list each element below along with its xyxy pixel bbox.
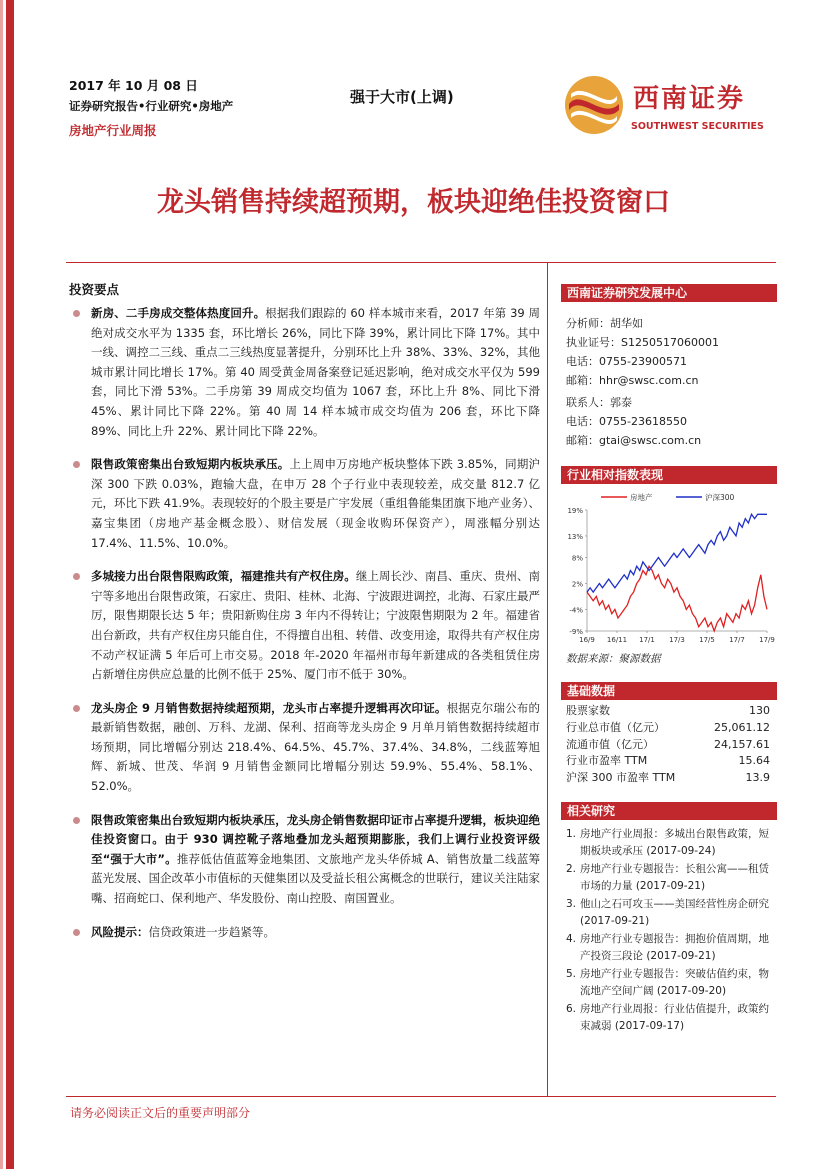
- contact-phone: 电话：0755-23618550: [566, 415, 687, 428]
- row-label: 行业市盈率 TTM: [566, 754, 648, 768]
- bullet-text: 根据我们跟踪的 60 样本城市来看，2017 年第 39 周绝对成交水平为 1335 套，环比增长 26%，同比下降 39%，累计同比下降 17%。其中一线、调控二三线、重点二三线热度显著提升，分别环比上升 38%、33%、32%，其他城市累计同比增长 17%。第 40 周受黄金周备案登记延迟影响，绝对成交水平仅为 599 套，同比下滑 53%。二手房第 39 周成交均值为 1067 套，环比上升 8%、同比下滑 45%、累计同比下降 22%。第 40 周 14 样本城市成交均值为 206 套，环比下降 89%、同比上升 22%、累计同比下降 22%。: [91, 306, 541, 438]
- report-type: 证券研究报告•行业研究•房地产: [69, 99, 234, 113]
- item-text: 房地产行业周报：多城出台限售政策，短期板块或承压 (2017-09-24): [580, 828, 769, 857]
- item-number: 3.: [566, 898, 577, 910]
- relative-index-heading: 行业相对指数表现: [561, 466, 777, 484]
- basic-data-table: [566, 703, 770, 787]
- investment-points-list: [70, 304, 540, 956]
- y-tick-label: 13%: [567, 532, 583, 541]
- disclaimer-footer: 请务必阅读正文后的重要声明部分: [70, 1106, 251, 1120]
- item-text: 房地产行业周报：行业估值提升，政策约束减弱 (2017-09-17): [580, 1003, 769, 1032]
- list-item[interactable]: [566, 1001, 776, 1034]
- chart-source: 数据来源：聚源数据: [566, 653, 661, 665]
- item-number: 5.: [566, 968, 577, 980]
- list-item[interactable]: [566, 966, 776, 999]
- x-tick-label: 16/9: [579, 636, 595, 644]
- list-item[interactable]: [566, 861, 776, 894]
- table-row: [566, 737, 770, 754]
- list-item[interactable]: [566, 826, 776, 859]
- bullet-dot-icon: [73, 310, 80, 317]
- bullet-lead: 风险提示：: [91, 924, 149, 939]
- list-item: [70, 811, 540, 909]
- series-line-realestate: [587, 566, 767, 631]
- list-item: [70, 304, 540, 441]
- row-value: 15.64: [738, 754, 770, 768]
- bullet-lead: 限售政策密集出台致短期内板块承压。: [91, 457, 290, 472]
- y-tick-label: -9%: [569, 628, 583, 636]
- table-row: [566, 770, 770, 787]
- list-item: [70, 699, 540, 797]
- item-text: 他山之石可攻玉——美国经营性房企研究 (2017-09-21): [580, 898, 769, 927]
- table-row: [566, 753, 770, 770]
- legend-label: 房地产: [630, 493, 653, 502]
- analyst-email[interactable]: 邮箱：hhr@swsc.com.cn: [566, 374, 699, 387]
- investment-points-heading: 投资要点: [69, 282, 120, 297]
- y-tick-label: 19%: [567, 507, 583, 515]
- x-tick-label: 17/5: [699, 636, 715, 644]
- row-value: 13.9: [745, 771, 770, 785]
- page-edge-light: [0, 0, 3, 1169]
- divider-bottom: [66, 1096, 776, 1097]
- report-title: 龙头销售持续超预期，板块迎绝佳投资窗口: [157, 187, 670, 218]
- bullet-text: 信贷政策进一步趋紧等。: [148, 924, 275, 939]
- x-tick-label: 17/1: [639, 636, 655, 644]
- bullet-text: 推荐低估值蓝筹金地集团、文旅地产龙头华侨城 A、销售放量二线蓝筹蓝光发展、国企改革小市值标的天健集团以及受益长租公寓概念的世联行，建议关注陆家嘴、招商蛇口、保利地产、华发股份、南山控股、南国置业。: [91, 851, 540, 906]
- contact-email[interactable]: 邮箱：gtai@swsc.com.cn: [566, 434, 702, 447]
- page-edge-bar: [6, 0, 14, 1169]
- table-row: [566, 703, 770, 720]
- item-number: 6.: [566, 1003, 577, 1015]
- item-text: 房地产行业专题报告：突破估值约束，物流地产空间广阔 (2017-09-20): [580, 968, 769, 997]
- analyst-phone: 电话：0755-23900571: [566, 355, 687, 368]
- legend-label: 沪深300: [705, 493, 735, 502]
- list-item[interactable]: [566, 931, 776, 964]
- row-value: 25,061.12: [714, 720, 770, 734]
- relative-index-chart: [561, 488, 777, 668]
- x-tick-label: 16/11: [606, 636, 628, 644]
- column-divider: [547, 262, 548, 1096]
- item-number: 4.: [566, 933, 577, 945]
- item-number: 2.: [566, 863, 577, 875]
- series-line-csi300: [587, 514, 767, 592]
- item-text: 房地产行业专题报告：拥抱价值周期，地产投资三段论 (2017-09-21): [580, 933, 769, 962]
- bullet-lead: 新房、二手房成交整体热度回升。: [91, 306, 266, 320]
- item-number: 1.: [566, 828, 577, 840]
- related-research-list: [566, 826, 776, 1036]
- y-tick-label: 2%: [571, 580, 583, 589]
- bullet-dot-icon: [73, 461, 80, 468]
- row-label: 行业总市值（亿元）: [566, 720, 665, 734]
- logo-text-cn: 西南证券: [633, 84, 746, 114]
- logo-text-en: SOUTHWEST SECURITIES: [631, 121, 764, 132]
- report-date: 2017 年 10 月 08 日: [69, 78, 198, 93]
- bullet-text: 上上周申万房地产板块整体下跌 3.85%，同期沪深 300 下跌 0.03%，跑输大盘，在申万 28 个子行业中表现较差，成交量 812.7 亿元，环比下跌 41.9%。表现较好的个股主要是广宇发展（重组鲁能集团旗下地产业务）、嘉宝集团（房地产基金概念股）、财信发展（现金收购环保资产），周涨幅分别达 17.4%、11.5%、10.0%。: [91, 457, 541, 550]
- row-label: 沪深 300 市盈率 TTM: [566, 771, 676, 785]
- item-text: 房地产行业专题报告：长租公寓——租赁市场的力量 (2017-09-21): [580, 863, 769, 892]
- bullet-text: 根据克尔瑞公布的最新销售数据，融创、万科、龙湖、保利、招商等龙头房企 9 月单月销售数据持续超市场预期，同比增幅分别达 218.4%、64.5%、45.7%、37.4%、34.8%，二线蓝筹旭辉、新城、世茂、华润 9 月销售金额同比增幅分别达 59.9%、55.4%、58.1%、52.0%。: [91, 700, 541, 794]
- row-value: 24,157.61: [714, 737, 770, 751]
- company-logo: [563, 72, 763, 142]
- analyst-name: 分析师：胡华如: [566, 317, 643, 330]
- bullet-lead: 龙头房企 9 月销售数据持续超预期，龙头市占率提升逻辑再次印证。: [91, 700, 447, 715]
- row-label: 流通市值（亿元）: [566, 737, 654, 751]
- list-item: [70, 567, 540, 685]
- y-tick-label: 8%: [571, 554, 583, 563]
- bullet-dot-icon: [73, 573, 80, 580]
- basic-data-heading: 基础数据: [561, 682, 777, 700]
- contact-name: 联系人：郭泰: [566, 396, 632, 409]
- row-value: 130: [749, 704, 770, 717]
- row-label: 股票家数: [566, 704, 610, 717]
- chart-svg: [561, 488, 777, 648]
- bullet-dot-icon: [73, 705, 80, 712]
- bullet-text: 继上周长沙、南昌、重庆、贵州、南宁等多地出台限售政策，石家庄、贵阳、桂林、北海、宁波跟进调控，北海、石家庄最严厉，限售期限长达 5 年；贵阳新购住房 3 年内不得转让；宁波限售期限为 2 年。福建省出台新政，共有产权住房只能自住，不得擅自出租、转借、改变用途，取得共有产权住房不动产权证满 5 年后可上市交易。2018 年-2020 年福州市每年新建成的各类租赁住房占新增住房供应总量的比例不低于 25%、厦门市不低于 30%。: [91, 569, 541, 682]
- table-row: [566, 720, 770, 737]
- analyst-license: 执业证号：S1250517060001: [566, 336, 719, 349]
- industry-rating: 强于大市(上调): [350, 88, 454, 106]
- related-research-heading: 相关研究: [561, 802, 777, 820]
- x-tick-label: 17/9: [759, 636, 775, 644]
- bullet-lead: 多城接力出台限售限购政策，福建推共有产权住房。: [91, 569, 356, 584]
- bullet-dot-icon: [73, 817, 80, 824]
- list-item: [70, 923, 540, 943]
- bullet-dot-icon: [73, 929, 80, 936]
- x-tick-label: 17/3: [669, 636, 685, 644]
- research-center-heading: 西南证券研究发展中心: [561, 284, 777, 302]
- x-tick-label: 17/7: [729, 636, 745, 644]
- bullet-lead: 限售政策密集出台致短期内板块承压，龙头房企销售数据印证市占率提升逻辑，板块迎绝佳投资窗口。由于 930 调控靴子落地叠加龙头超预期膨胀，我们上调行业投资评级至“强于大市”。: [91, 812, 540, 866]
- divider-top: [66, 262, 776, 263]
- list-item[interactable]: [566, 896, 776, 929]
- list-item: [70, 455, 540, 553]
- report-subtype: 房地产行业周报: [69, 123, 157, 138]
- logo-emblem-icon: [563, 74, 625, 136]
- y-tick-label: -4%: [569, 606, 583, 615]
